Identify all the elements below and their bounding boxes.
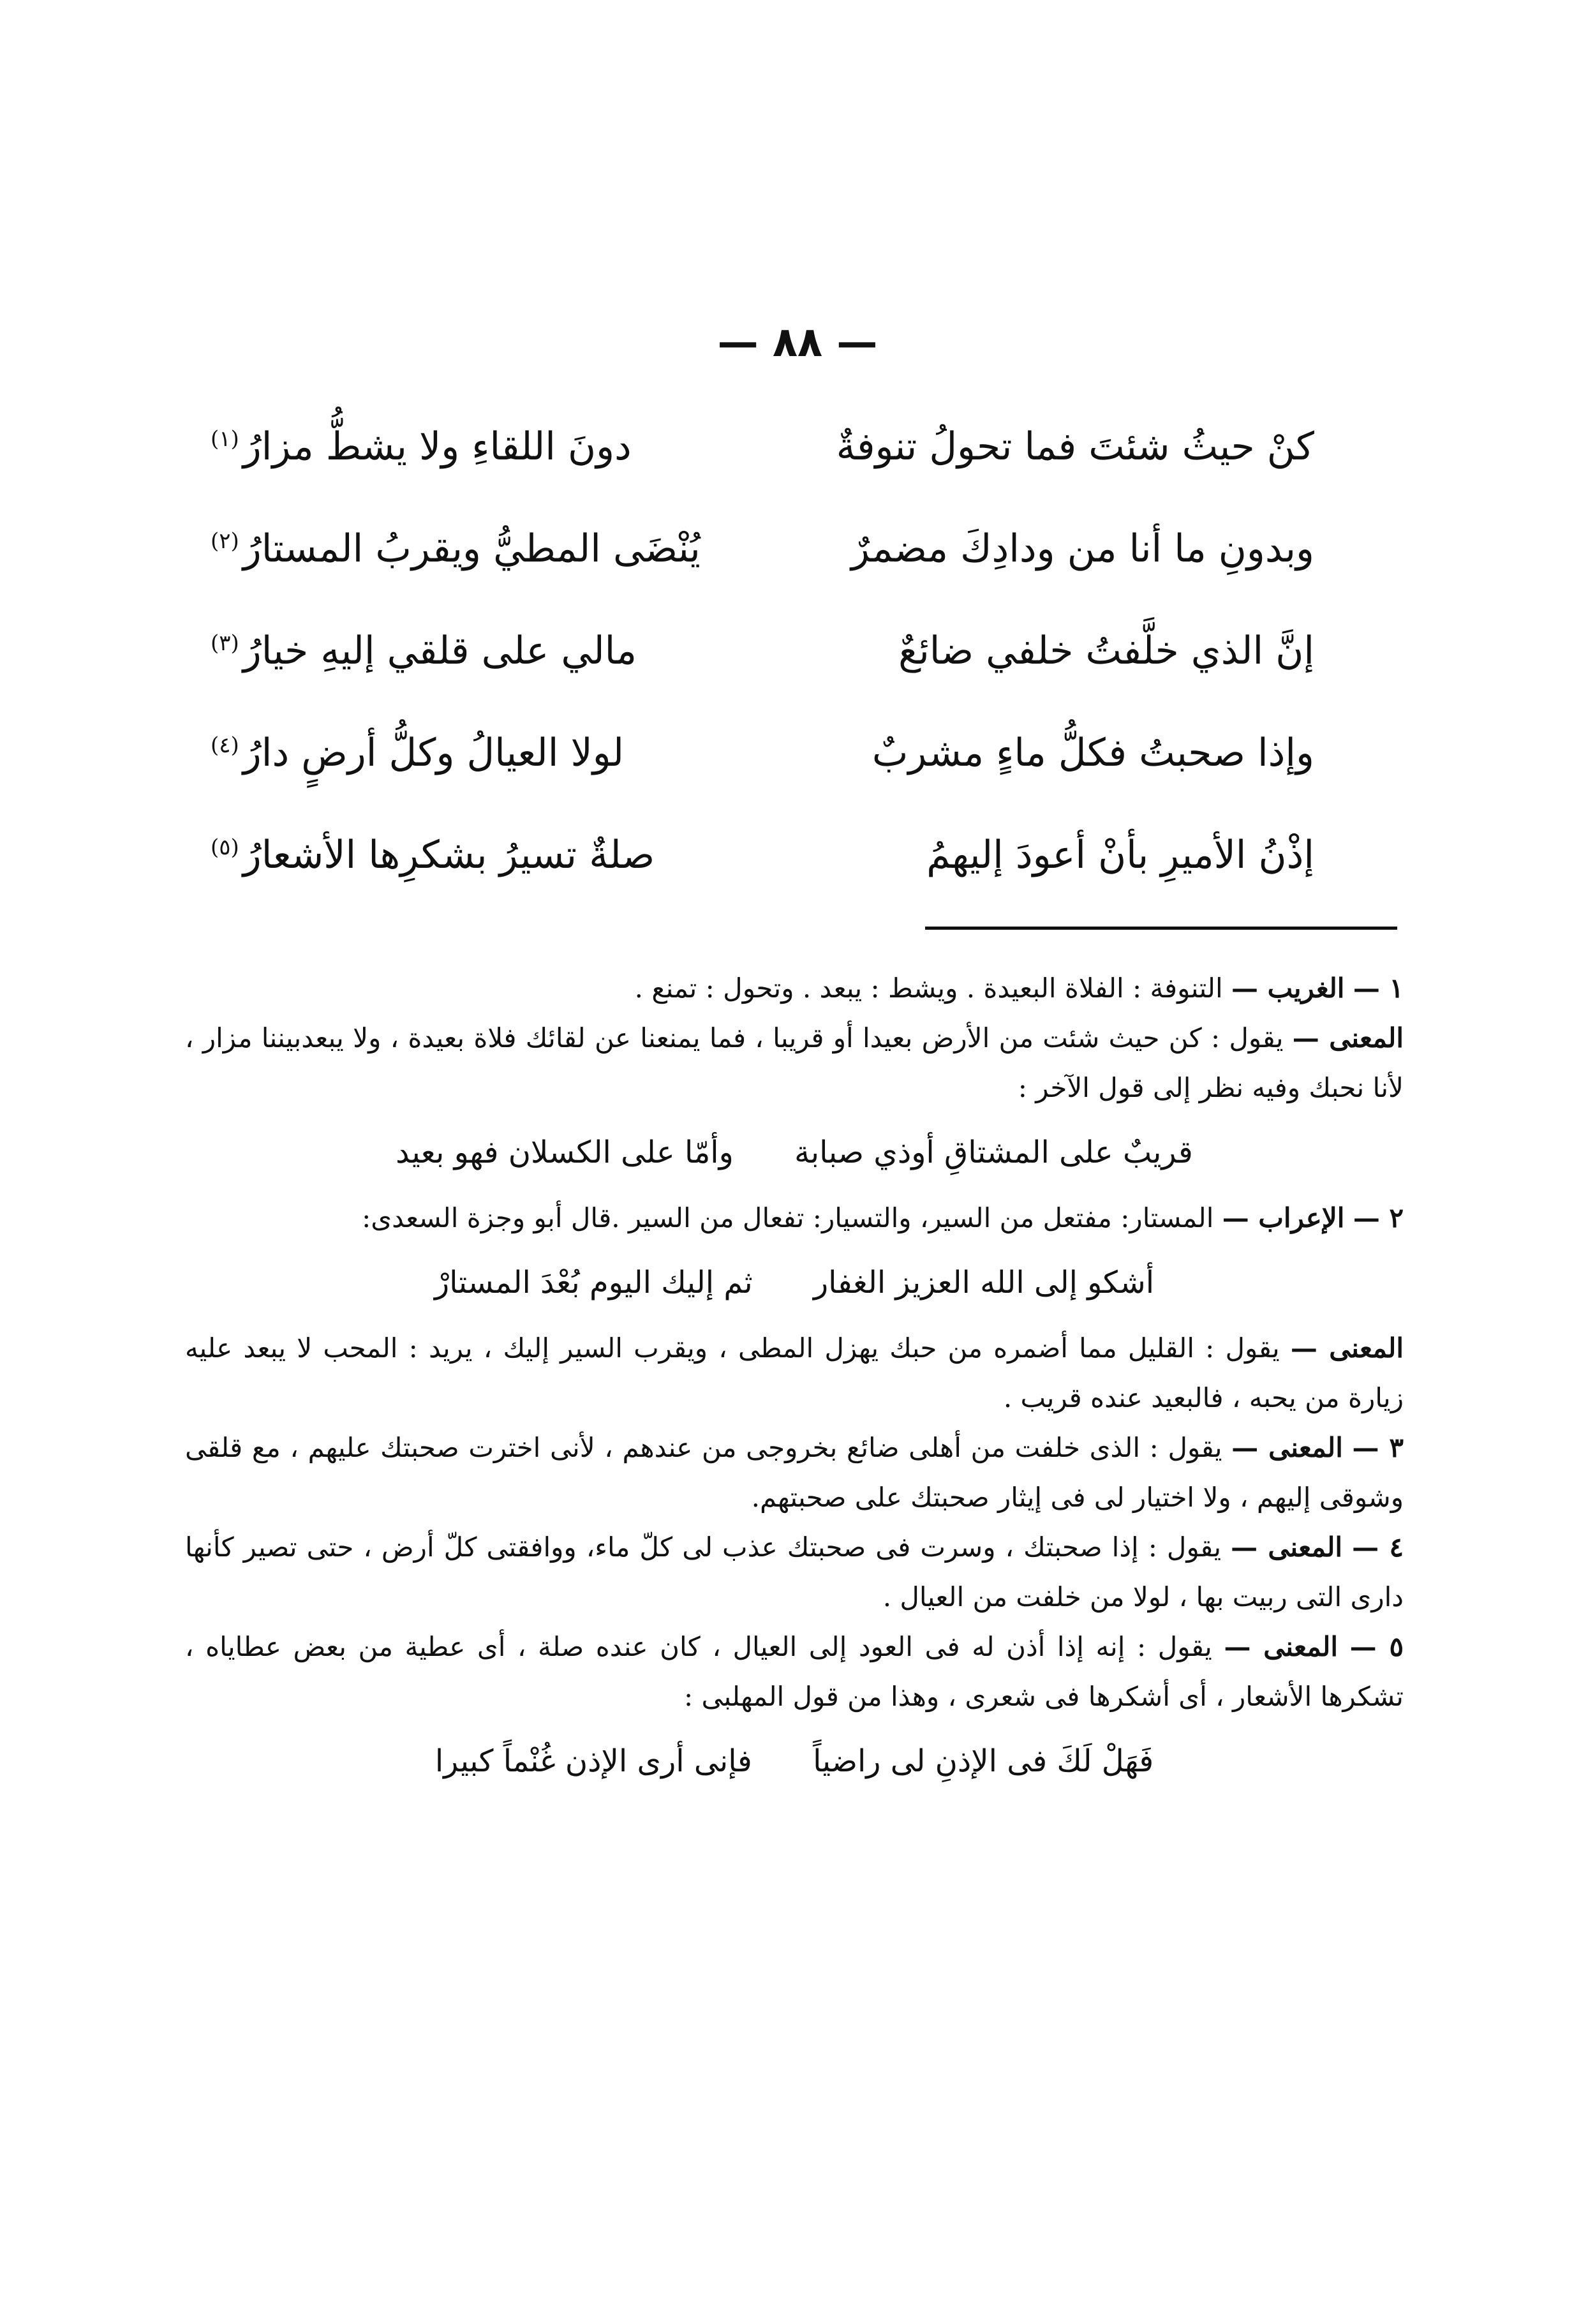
quoted-hemistich-second: وأمّا على الكسلان فهو بعيد	[396, 1135, 734, 1170]
quoted-verse-2	[185, 1252, 1404, 1313]
footnote-divider	[925, 927, 1397, 930]
footnote-heading: المعنى —	[1224, 1631, 1338, 1662]
footnote-1-meaning	[185, 1013, 1404, 1113]
footnote-ref: (٣)	[211, 630, 239, 656]
footnote-text: يقول : كن حيث شئت من الأرض بعيدا أو قريبا ، فما يمنعنا عن لقائك فلاة بعيدة ، ولا يبعدبيننا مزار ، لأنا نحبك وفيه نظر إلى قول الآخر :	[185, 1022, 1404, 1103]
verse-1	[211, 396, 1314, 498]
footnote-5	[185, 1622, 1404, 1722]
hemistich-text: يُنْضَى المطيُّ ويقربُ المستارُ	[242, 526, 701, 571]
footnote-text: المستار: مفتعل من السير، والتسيار: تفعال من السير .قال أبو وجزة السعدى:	[362, 1202, 1214, 1233]
quoted-hemistich-second: فإنى أرى الإذن غُنْماً كبيرا	[434, 1743, 752, 1779]
quoted-hemistich-first: قريبٌ على المشتاقِ أوذي صبابة	[794, 1135, 1193, 1170]
verse-4	[211, 702, 1314, 804]
hemistich-first: وبدونِ ما أنا من ودادِكَ مضمرٌ	[851, 526, 1314, 571]
quoted-verse-3	[185, 1731, 1404, 1792]
verse-3	[211, 600, 1314, 702]
footnote-2	[185, 1193, 1404, 1243]
footnote-number: ٤ —	[1352, 1531, 1404, 1563]
footnote-ref: (٥)	[211, 835, 239, 860]
footnote-heading: الغريب —	[1231, 972, 1345, 1004]
footnote-number: ٥ —	[1349, 1631, 1404, 1662]
hemistich-text: دونَ اللقاءِ ولا يشطُّ مزارُ	[242, 424, 632, 469]
poem	[211, 396, 1314, 906]
hemistich-first: كنْ حيثُ شئتَ فما تحولُ تنوفةٌ	[836, 424, 1314, 469]
footnote-text: يقول : القليل مما أضمره من حبك يهزل المطى ، ويقرب السير إليك ، يريد : المحب لا يبعد عليه زيارة من يحبه ، فالبعيد عنده قريب .	[185, 1332, 1404, 1413]
hemistich-text: لولا العيالُ وكلُّ أرضٍ دارُ	[242, 731, 624, 775]
footnote-number: ١ —	[1353, 972, 1404, 1004]
footnote-heading: المعنى —	[1231, 1432, 1343, 1463]
footnote-text: التنوفة : الفلاة البعيدة . ويشط : يبعد . وتحول : تمنع .	[634, 972, 1223, 1004]
verse-2	[211, 498, 1314, 600]
quoted-verse-1	[185, 1122, 1404, 1183]
hemistich-first: إذْنُ الأميرِ بأنْ أعودَ إليهمُ	[926, 833, 1314, 877]
footnote-number: ٣ —	[1352, 1432, 1404, 1463]
page-number: — ٨٨ —	[717, 319, 878, 366]
quoted-hemistich-second: ثم إليك اليوم بُعْدَ المستارْ	[434, 1265, 753, 1300]
quoted-hemistich-first: فَهَلْ لَكَ فى الإذنِ لى راضياً	[813, 1743, 1154, 1779]
footnote-4	[185, 1523, 1404, 1622]
footnote-2-meaning	[185, 1323, 1404, 1423]
hemistich-second	[211, 832, 762, 878]
footnote-1	[185, 964, 1404, 1013]
footnote-number: ٢ —	[1353, 1202, 1404, 1233]
verse-5	[211, 804, 1314, 906]
hemistich-text: مالي على قلقي إليهِ خيارُ	[242, 629, 637, 673]
hemistich-second	[211, 730, 762, 776]
footnote-text: يقول : إذا صحبتك ، وسرت فى صحبتك عذب لى كلّ ماء، ووافقتى كلّ أرض ، حتى تصير كأنها دارى التى ربيت بها ، لولا من خلفت من العيال .	[185, 1531, 1404, 1613]
hemistich-second	[211, 526, 762, 572]
footnotes	[185, 964, 1404, 1802]
hemistich-first: وإذا صحبتُ فكلُّ ماءٍ مشربٌ	[872, 731, 1314, 775]
footnote-heading: المعنى —	[1292, 1022, 1404, 1054]
quoted-hemistich-first: أشكو إلى الله العزيز الغفار	[813, 1265, 1155, 1300]
footnote-heading: المعنى —	[1231, 1531, 1343, 1563]
footnote-ref: (٤)	[211, 733, 239, 758]
footnote-text: يقول : إنه إذا أذن له فى العود إلى العيال ، كان عنده صلة ، أى عطية من بعض عطاياه ، تشكرها الأشعار ، أى أشكرها فى شعرى ، وهذا من قول المهلبى :	[185, 1631, 1404, 1712]
footnote-heading: المعنى —	[1290, 1332, 1404, 1364]
hemistich-text: صلةٌ تسيرُ بشكرِها الأشعارُ	[242, 833, 655, 877]
footnote-ref: (٢)	[211, 528, 239, 554]
hemistich-first: إنَّ الذي خلَّفتُ خلفي ضائعٌ	[898, 629, 1314, 673]
footnote-ref: (١)	[211, 426, 239, 452]
hemistich-second	[211, 424, 762, 470]
footnote-heading: الإعراب —	[1222, 1202, 1345, 1233]
hemistich-second	[211, 628, 762, 674]
footnote-text: يقول : الذى خلفت من أهلى ضائع بخروجى من عندهم ، لأنى اخترت صحبتك عليهم ، مع قلقى وشوقى إليهم ، ولا اختيار لى فى إيثار صحبتك على صحبتهم.	[185, 1432, 1404, 1513]
footnote-3	[185, 1423, 1404, 1523]
